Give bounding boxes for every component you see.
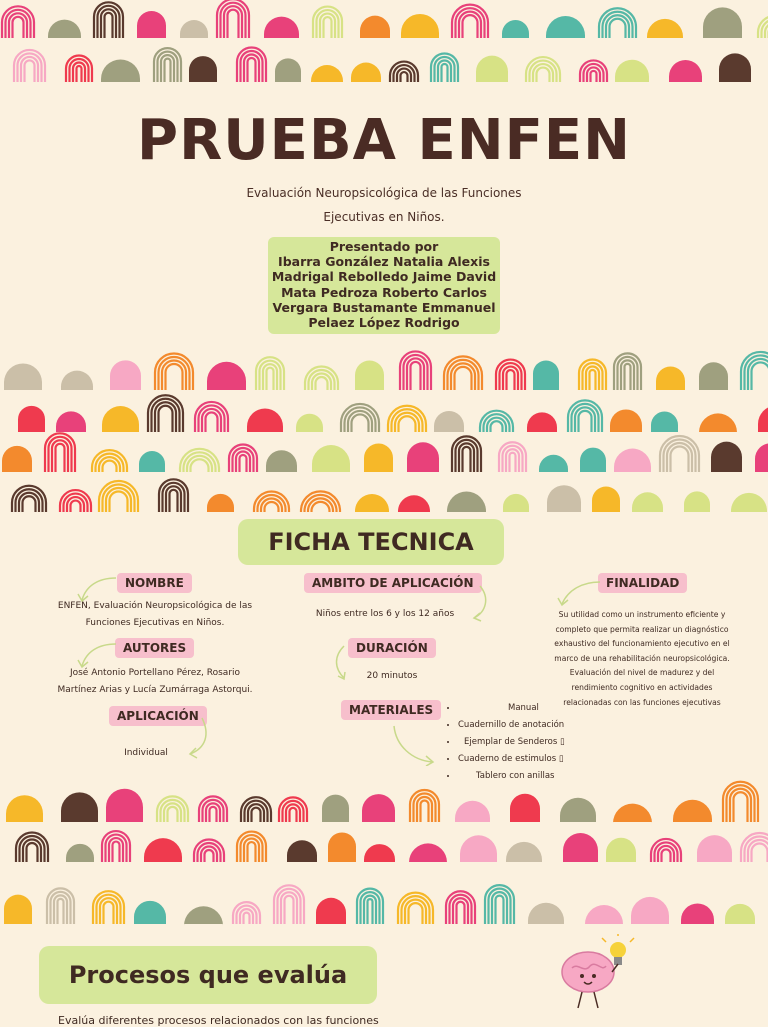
dome-shape: [613, 804, 652, 824]
dome-shape: [184, 906, 223, 926]
dome-shape: [328, 832, 356, 862]
rainbow-shape: [159, 406, 173, 432]
dome-shape: [585, 905, 623, 924]
materiales-item-text: Manual: [508, 703, 539, 713]
subtitle-line-2: Ejecutivas en Niños.: [0, 210, 768, 224]
dome-shape: [476, 56, 508, 82]
dome-shape: [61, 792, 98, 822]
dome-shape: [506, 842, 542, 862]
dome-shape: [316, 898, 346, 924]
rainbow-shape: [110, 492, 128, 512]
rainbow-shape: [56, 444, 65, 472]
dome-shape: [247, 409, 283, 432]
materiales-item-text: Tablero con anillas: [476, 771, 554, 781]
brain-mascot-icon: [554, 934, 644, 1024]
authors-heading: Presentado por: [268, 239, 500, 254]
dome-shape: [703, 7, 742, 38]
dome-shape: [606, 838, 636, 862]
rainbow-shape: [58, 899, 64, 924]
dome-shape: [144, 838, 182, 862]
rainbow-shape: [25, 60, 35, 82]
rainbow-shape: [463, 15, 478, 38]
dome-shape: [528, 903, 564, 924]
rainbow-shape: [285, 896, 294, 924]
dome-shape: [355, 494, 389, 512]
rainbow-shape: [248, 842, 256, 862]
rainbow-shape: [210, 807, 217, 822]
dome-shape: [207, 494, 234, 512]
dome-shape: [364, 844, 395, 862]
rainbow-shape: [625, 364, 631, 390]
rainbow-shape: [455, 367, 472, 390]
rainbow-shape: [103, 461, 117, 472]
dome-shape: [447, 492, 486, 512]
dome-shape: [699, 362, 728, 390]
rainbow-shape: [104, 902, 114, 924]
dome-shape: [364, 443, 393, 472]
rainbow-shape: [496, 896, 504, 924]
materiales-list: [448, 700, 608, 785]
page-title: PRUEBA ENFEN: [0, 108, 768, 173]
materiales-item-text: Ejemplar de Senderos ▯: [464, 737, 565, 747]
rainbow-shape: [507, 370, 515, 390]
rainbow-shape: [228, 10, 239, 38]
dome-shape: [312, 445, 350, 472]
arrow-icon: [186, 716, 212, 760]
dome-shape: [134, 901, 166, 924]
materiales-item: [458, 751, 608, 768]
rainbow-shape: [734, 792, 748, 822]
ambito-text: Niños entre los 6 y los 12 años: [300, 606, 470, 623]
author-name: Ibarra González Natalia Alexis: [268, 254, 500, 269]
rainbow-shape: [77, 66, 82, 82]
rainbow-shape: [591, 71, 597, 82]
finalidad-line: marco de una rehabilitación neuropsicológica.: [536, 652, 748, 667]
rainbow-shape: [113, 842, 120, 862]
rainbow-shape: [752, 362, 768, 390]
dome-shape: [362, 794, 395, 822]
rainbow-shape: [168, 807, 178, 822]
dome-shape: [527, 412, 557, 432]
autores-text: [30, 665, 280, 699]
rainbow-shape: [27, 843, 38, 862]
dome-shape: [560, 798, 596, 822]
dome-shape: [610, 409, 642, 432]
dome-shape: [647, 19, 683, 38]
finalidad-line: relacionadas con las funciones ejecutivas: [536, 696, 748, 711]
materiales-item: [458, 768, 608, 785]
arrow-icon: [76, 640, 120, 670]
dome-shape: [355, 361, 384, 390]
dome-shape: [407, 442, 439, 472]
rainbow-shape: [165, 59, 171, 82]
rainbow-shape: [240, 909, 253, 924]
rainbow-shape: [23, 496, 36, 512]
dome-shape: [434, 411, 464, 432]
dome-shape: [4, 895, 32, 924]
rainbow-shape: [590, 370, 596, 390]
dome-shape: [503, 494, 529, 512]
rainbow-shape: [579, 411, 592, 432]
dome-shape: [4, 363, 42, 390]
dome-shape: [189, 56, 217, 82]
autores-text-line: Martínez Arias y Lucía Zumárraga Astorqui.: [30, 682, 280, 699]
dome-shape: [592, 487, 620, 512]
rainbow-shape: [166, 364, 183, 390]
ficha-tecnica-heading: FICHA TECNICA: [238, 519, 504, 565]
finalidad-line: rendimiento cognitivo en actividades: [536, 681, 748, 696]
rainbow-shape: [752, 844, 768, 862]
rainbow-shape: [352, 414, 369, 432]
dome-shape: [651, 412, 678, 432]
finalidad-line: Evaluación del nivel de madurez y del: [536, 666, 748, 681]
dome-shape: [615, 60, 649, 82]
nombre-text-line: ENFEN, Evaluación Neuropsicológica de las: [40, 598, 270, 615]
rainbow-shape: [265, 502, 279, 512]
dome-shape: [533, 360, 559, 390]
rainbow-shape: [401, 72, 408, 82]
arrow-icon: [330, 644, 354, 682]
rainbow-shape: [148, 395, 183, 432]
rainbow-shape: [252, 808, 261, 822]
rainbow-shape: [568, 400, 602, 432]
rainbow-shape: [444, 356, 482, 390]
dome-shape: [697, 835, 732, 862]
duracion-text: 20 minutos: [340, 668, 444, 685]
subtitle-line-1: Evaluación Neuropsicológica de las Funciones: [0, 186, 768, 200]
pattern-band-top: [0, 0, 768, 88]
dome-shape: [409, 843, 447, 862]
rainbow-shape: [492, 892, 507, 924]
arrow-icon: [470, 584, 494, 622]
materiales-item-text: Cuaderno de estimulos ▯: [458, 754, 564, 764]
rainbow-shape: [248, 58, 256, 82]
rainbow-shape: [93, 891, 124, 924]
rainbow-shape: [14, 50, 45, 82]
dome-shape: [401, 14, 439, 38]
aplicacion-label: APLICACIÓN: [109, 706, 207, 726]
author-name: Madrigal Rebolledo Jaime David: [268, 269, 500, 284]
dome-shape: [296, 414, 323, 432]
dome-shape: [719, 53, 751, 82]
dome-shape: [725, 904, 755, 924]
materiales-item-text: Cuadernillo de anotación: [458, 720, 564, 730]
dome-shape: [322, 795, 349, 822]
dome-shape: [631, 897, 669, 924]
rainbow-shape: [290, 808, 297, 822]
rainbow-shape: [463, 447, 471, 472]
rainbow-shape: [316, 377, 328, 390]
dome-shape: [110, 360, 141, 390]
nombre-text: [40, 598, 270, 632]
dome-shape: [6, 795, 43, 822]
nombre-text-line: Funciones Ejecutivas en Niños.: [40, 615, 270, 632]
finalidad-label: FINALIDAD: [598, 573, 687, 593]
dome-shape: [539, 455, 568, 472]
autores-label: AUTORES: [115, 638, 194, 658]
rainbow-shape: [398, 893, 433, 924]
dome-shape: [755, 443, 768, 472]
arrow-icon: [76, 574, 120, 604]
dome-shape: [546, 16, 585, 38]
dome-shape: [580, 448, 606, 472]
dome-shape: [139, 451, 165, 472]
rainbow-shape: [240, 455, 247, 472]
rainbow-shape: [537, 68, 550, 82]
authors-box: [268, 237, 500, 334]
rainbow-shape: [244, 913, 250, 924]
dome-shape: [2, 446, 32, 472]
rainbow-shape: [170, 490, 178, 512]
author-name: Mata Pedroza Roberto Carlos: [268, 285, 500, 300]
nombre-label: NOMBRE: [117, 573, 192, 593]
dome-shape: [360, 16, 390, 38]
rainbow-shape: [610, 19, 626, 38]
finalidad-text: [536, 608, 748, 710]
rainbow-shape: [660, 436, 699, 472]
dome-shape: [311, 65, 343, 82]
aplicacion-text: Individual: [100, 745, 192, 762]
author-name: Pelaez López Rodrigo: [268, 315, 500, 330]
dome-shape: [547, 485, 581, 512]
dome-shape: [502, 20, 529, 38]
rainbow-shape: [267, 368, 274, 390]
dome-shape: [106, 789, 143, 822]
dome-shape: [758, 405, 768, 432]
dome-shape: [731, 493, 767, 512]
dome-shape: [455, 801, 490, 822]
materiales-label: MATERIALES: [341, 700, 441, 720]
dome-shape: [275, 58, 301, 82]
arrow-icon: [390, 724, 438, 766]
rainbow-shape: [491, 421, 503, 432]
dome-shape: [264, 17, 299, 38]
rainbow-shape: [452, 5, 488, 38]
rainbow-shape: [2, 6, 34, 38]
rainbow-shape: [155, 353, 193, 390]
rainbow-shape: [13, 17, 24, 38]
dome-shape: [699, 413, 737, 432]
autores-text-line: José Antonio Portellano Pérez, Rosario: [30, 665, 280, 682]
rainbow-shape: [442, 64, 448, 82]
dome-shape: [711, 442, 742, 472]
dome-shape: [207, 362, 246, 390]
dome-shape: [673, 800, 712, 822]
dome-shape: [460, 835, 497, 862]
procesos-heading: Procesos que evalúa: [39, 946, 377, 1004]
rainbow-shape: [205, 850, 214, 862]
rainbow-shape: [99, 481, 138, 512]
dome-shape: [669, 60, 702, 82]
rainbow-shape: [587, 67, 600, 82]
rainbow-shape: [191, 459, 209, 472]
dome-shape: [681, 904, 714, 924]
dome-shape: [66, 844, 94, 862]
rainbow-shape: [105, 13, 113, 38]
rainbow-shape: [159, 357, 190, 390]
finalidad-line: completo que permita realizar un diagnóstico: [536, 623, 748, 638]
materiales-item: [458, 734, 608, 751]
rainbow-shape: [399, 416, 416, 432]
dome-shape: [180, 20, 208, 38]
rainbow-shape: [368, 899, 373, 924]
dome-shape: [510, 794, 540, 822]
materiales-item: [458, 717, 608, 734]
pattern-band-middle: [0, 348, 768, 516]
arrow-icon: [556, 578, 604, 608]
rainbow-shape: [312, 502, 330, 512]
dome-shape: [48, 20, 81, 38]
dome-shape: [18, 406, 45, 432]
dome-shape: [684, 491, 710, 512]
finalidad-line: exhaustivo del funcionamiento ejecutivo en el: [536, 637, 748, 652]
rainbow-shape: [662, 849, 671, 862]
rainbow-shape: [671, 447, 689, 472]
rainbow-shape: [457, 902, 465, 924]
rainbow-shape: [71, 501, 81, 512]
rainbow-shape: [664, 440, 696, 472]
pattern-band-lower: [0, 778, 768, 928]
dome-shape: [614, 449, 651, 472]
procesos-intro-text: Evalúa diferentes procesos relacionados con las funciones: [58, 1014, 379, 1027]
dome-shape: [287, 840, 317, 862]
dome-shape: [351, 63, 381, 82]
rainbow-shape: [397, 69, 411, 82]
rainbow-shape: [324, 17, 332, 38]
rainbow-shape: [409, 903, 423, 924]
dome-shape: [563, 833, 598, 862]
dome-shape: [56, 411, 86, 432]
finalidad-line: Su utilidad como un instrumento eficiente y: [536, 608, 748, 623]
dome-shape: [656, 367, 685, 390]
ambito-label: AMBITO DE APLICACIÓN: [304, 573, 482, 593]
dome-shape: [102, 406, 139, 432]
dome-shape: [632, 492, 663, 512]
duracion-label: DURACIÓN: [348, 638, 436, 658]
dome-shape: [398, 495, 430, 512]
rainbow-shape: [411, 362, 421, 390]
dome-shape: [137, 11, 166, 38]
author-name: Vergara Bustamante Emmanuel: [268, 300, 500, 315]
dome-shape: [266, 450, 297, 472]
dome-shape: [101, 59, 140, 82]
rainbow-shape: [206, 412, 218, 432]
rainbow-shape: [400, 351, 431, 390]
rainbow-shape: [421, 801, 429, 822]
dome-shape: [61, 371, 93, 390]
rainbow-shape: [510, 453, 516, 472]
